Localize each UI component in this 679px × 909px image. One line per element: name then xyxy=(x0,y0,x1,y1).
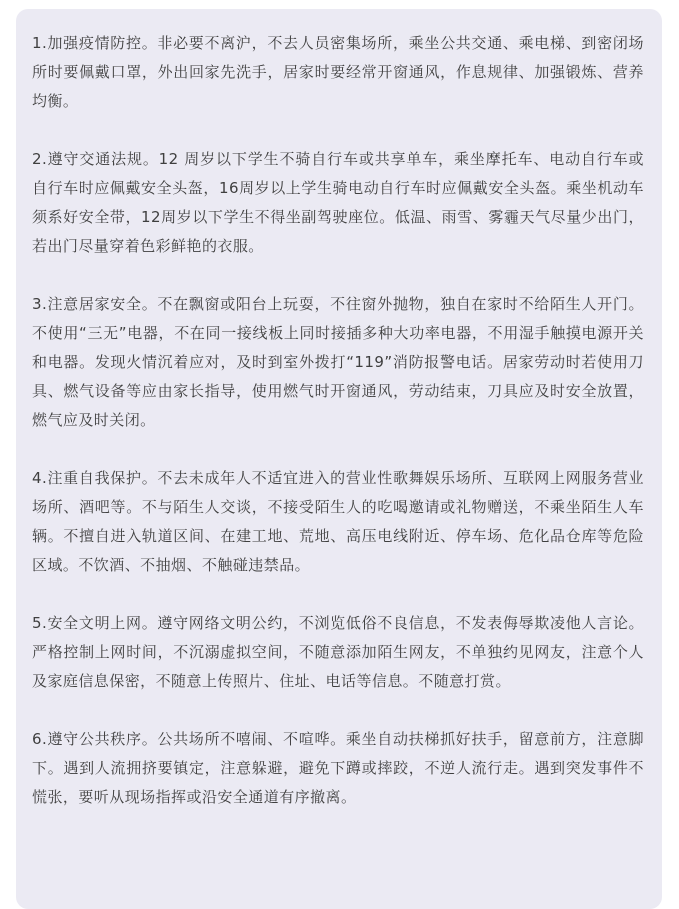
content-card xyxy=(16,9,662,909)
paragraph-public-order: 6.遵守公共秩序。公共场所不嘻闹、不喧哗。乘坐自动扶梯抓好扶手，留意前方，注意脚下。遇到人流拥挤要镇定，注意躲避，避免下蹲或摔跤，不逆人流行走。遇到突发事件不慌张，要听从现场指挥或沿安全通道有序撤离。 xyxy=(32,730,644,806)
paragraph-home-safety: 3.注意居家安全。不在飘窗或阳台上玩耍，不往窗外抛物，独自在家时不给陌生人开门。不使用“三无”电器，不在同一接线板上同时接插多种大功率电器，不用湿手触摸电源开关和电器。发现火情沉着应对，及时到室外拨打“119”消防报警电话。居家劳动时若使用刀具、燃气设备等应由家长指导，使用燃气时开窗通风，劳动结束，刀具应及时安全放置，燃气应及时关闭。 xyxy=(32,295,644,429)
paragraph-internet-safety: 5.安全文明上网。遵守网络文明公约，不浏览低俗不良信息，不发表侮辱欺凌他人言论。严格控制上网时间，不沉溺虚拟空间，不随意添加陌生网友，不单独约见网友，注意个人及家庭信息保密，不随意上传照片、住址、电话等信息。不随意打赏。 xyxy=(32,614,644,690)
paragraph-traffic-rules: 2.遵守交通法规。12 周岁以下学生不骑自行车或共享单车，乘坐摩托车、电动自行车或自行车时应佩戴安全头盔，16周岁以上学生骑电动自行车时应佩戴安全头盔。乘坐机动车须系好安全带，12周岁以下学生不得坐副驾驶座位。低温、雨雪、雾霾天气尽量少出门，若出门尽量穿着色彩鲜艳的衣服。 xyxy=(32,150,644,255)
paragraph-epidemic-prevention: 1.加强疫情防控。非必要不离沪，不去人员密集场所，乘坐公共交通、乘电梯、到密闭场所时要佩戴口罩，外出回家先洗手，居家时要经常开窗通风，作息规律、加强锻炼、营养均衡。 xyxy=(32,34,644,110)
paragraph-self-protection: 4.注重自我保护。不去未成年人不适宜进入的营业性歌舞娱乐场所、互联网上网服务营业场所、酒吧等。不与陌生人交谈，不接受陌生人的吃喝邀请或礼物赠送，不乘坐陌生人车辆。不擅自进入轨道区间、在建工地、荒地、高压电线附近、停车场、危化品仓库等危险区域。不饮酒、不抽烟、不触碰违禁品。 xyxy=(32,469,644,574)
